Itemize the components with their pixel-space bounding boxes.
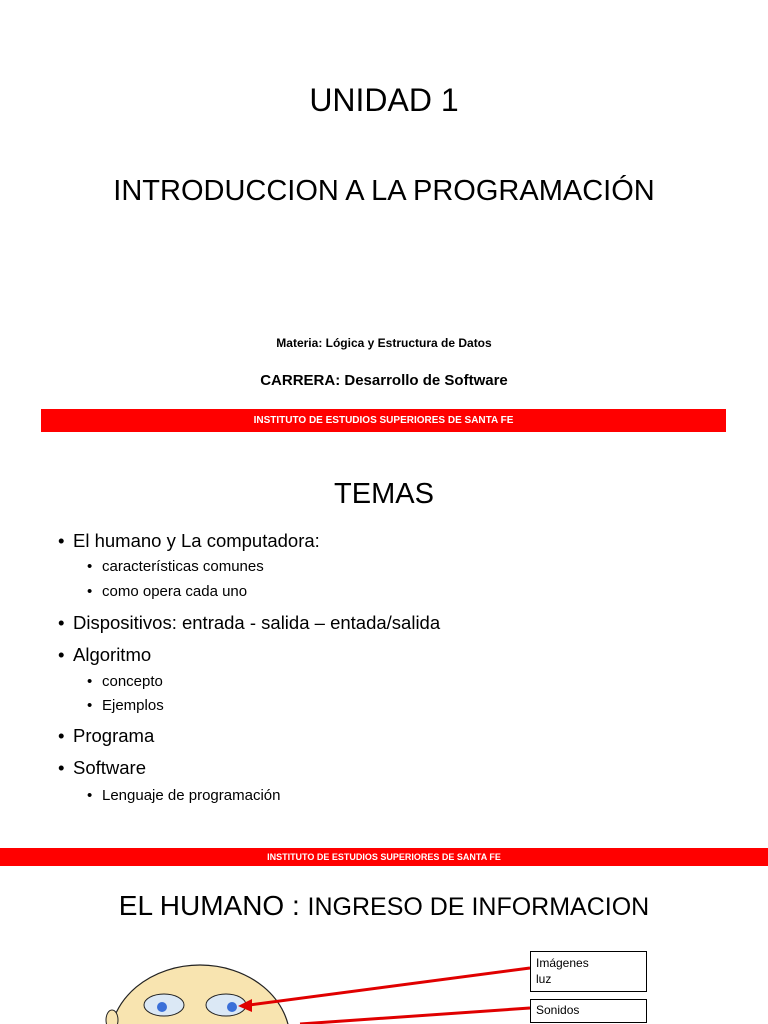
- topic-item: • Programa: [58, 725, 155, 746]
- career-line: CARRERA: Desarrollo de Software: [260, 372, 508, 389]
- title-part-2: INGRESO DE INFORMACION: [307, 893, 650, 921]
- title-part-1: EL HUMANO :: [118, 890, 308, 921]
- bullet-icon: •: [58, 644, 65, 665]
- unit-title: UNIDAD 1: [309, 82, 459, 118]
- subtopic-item: • Lenguaje de programación: [87, 787, 281, 804]
- institute-banner: INSTITUTO DE ESTUDIOS SUPERIORES DE SANTA FE: [41, 409, 726, 432]
- topic-item: • Software: [58, 757, 147, 778]
- subtopic-item: • concepto: [87, 673, 163, 690]
- arrow-light: [242, 968, 530, 1006]
- topic-item: • El humano y La computadora:: [58, 530, 320, 551]
- subtopic-item: • Ejemplos: [87, 697, 164, 714]
- bullet-icon: •: [87, 697, 93, 714]
- subject-line: Materia: Lógica y Estructura de Datos: [276, 336, 492, 350]
- bullet-icon: •: [58, 725, 65, 746]
- bullet-icon: •: [58, 612, 65, 633]
- bullet-icon: •: [87, 583, 93, 600]
- images-label: Imágenes: [536, 956, 589, 970]
- course-subtitle: INTRODUCCION A LA PROGRAMACIÓN: [113, 175, 655, 207]
- topics-title: TEMAS: [334, 478, 434, 510]
- head-diagram: [0, 950, 768, 1024]
- sounds-box: [530, 999, 647, 1023]
- left-pupil: [157, 1002, 167, 1012]
- topic-item: • Algoritmo: [58, 644, 152, 665]
- light-label: luz: [536, 972, 552, 986]
- subtopic-item: • como opera cada uno: [87, 583, 248, 600]
- topic-item: • Dispositivos: entrada - salida – entada/salida: [58, 612, 441, 633]
- bullet-icon: •: [58, 530, 65, 551]
- subtopic-item: • características comunes: [87, 558, 264, 575]
- human-input-title: [0, 890, 768, 922]
- head-shape: [110, 965, 290, 1024]
- images-light-box: [530, 951, 647, 992]
- arrow-sound: [300, 1008, 530, 1024]
- right-pupil: [227, 1002, 237, 1012]
- bullet-icon: •: [87, 673, 93, 690]
- bullet-icon: •: [87, 787, 93, 804]
- bullet-icon: •: [58, 757, 65, 778]
- bullet-icon: •: [87, 558, 93, 575]
- left-ear: [106, 1010, 118, 1024]
- sounds-label: Sonidos: [536, 1003, 580, 1017]
- institute-banner: INSTITUTO DE ESTUDIOS SUPERIORES DE SANTA FE: [0, 848, 768, 866]
